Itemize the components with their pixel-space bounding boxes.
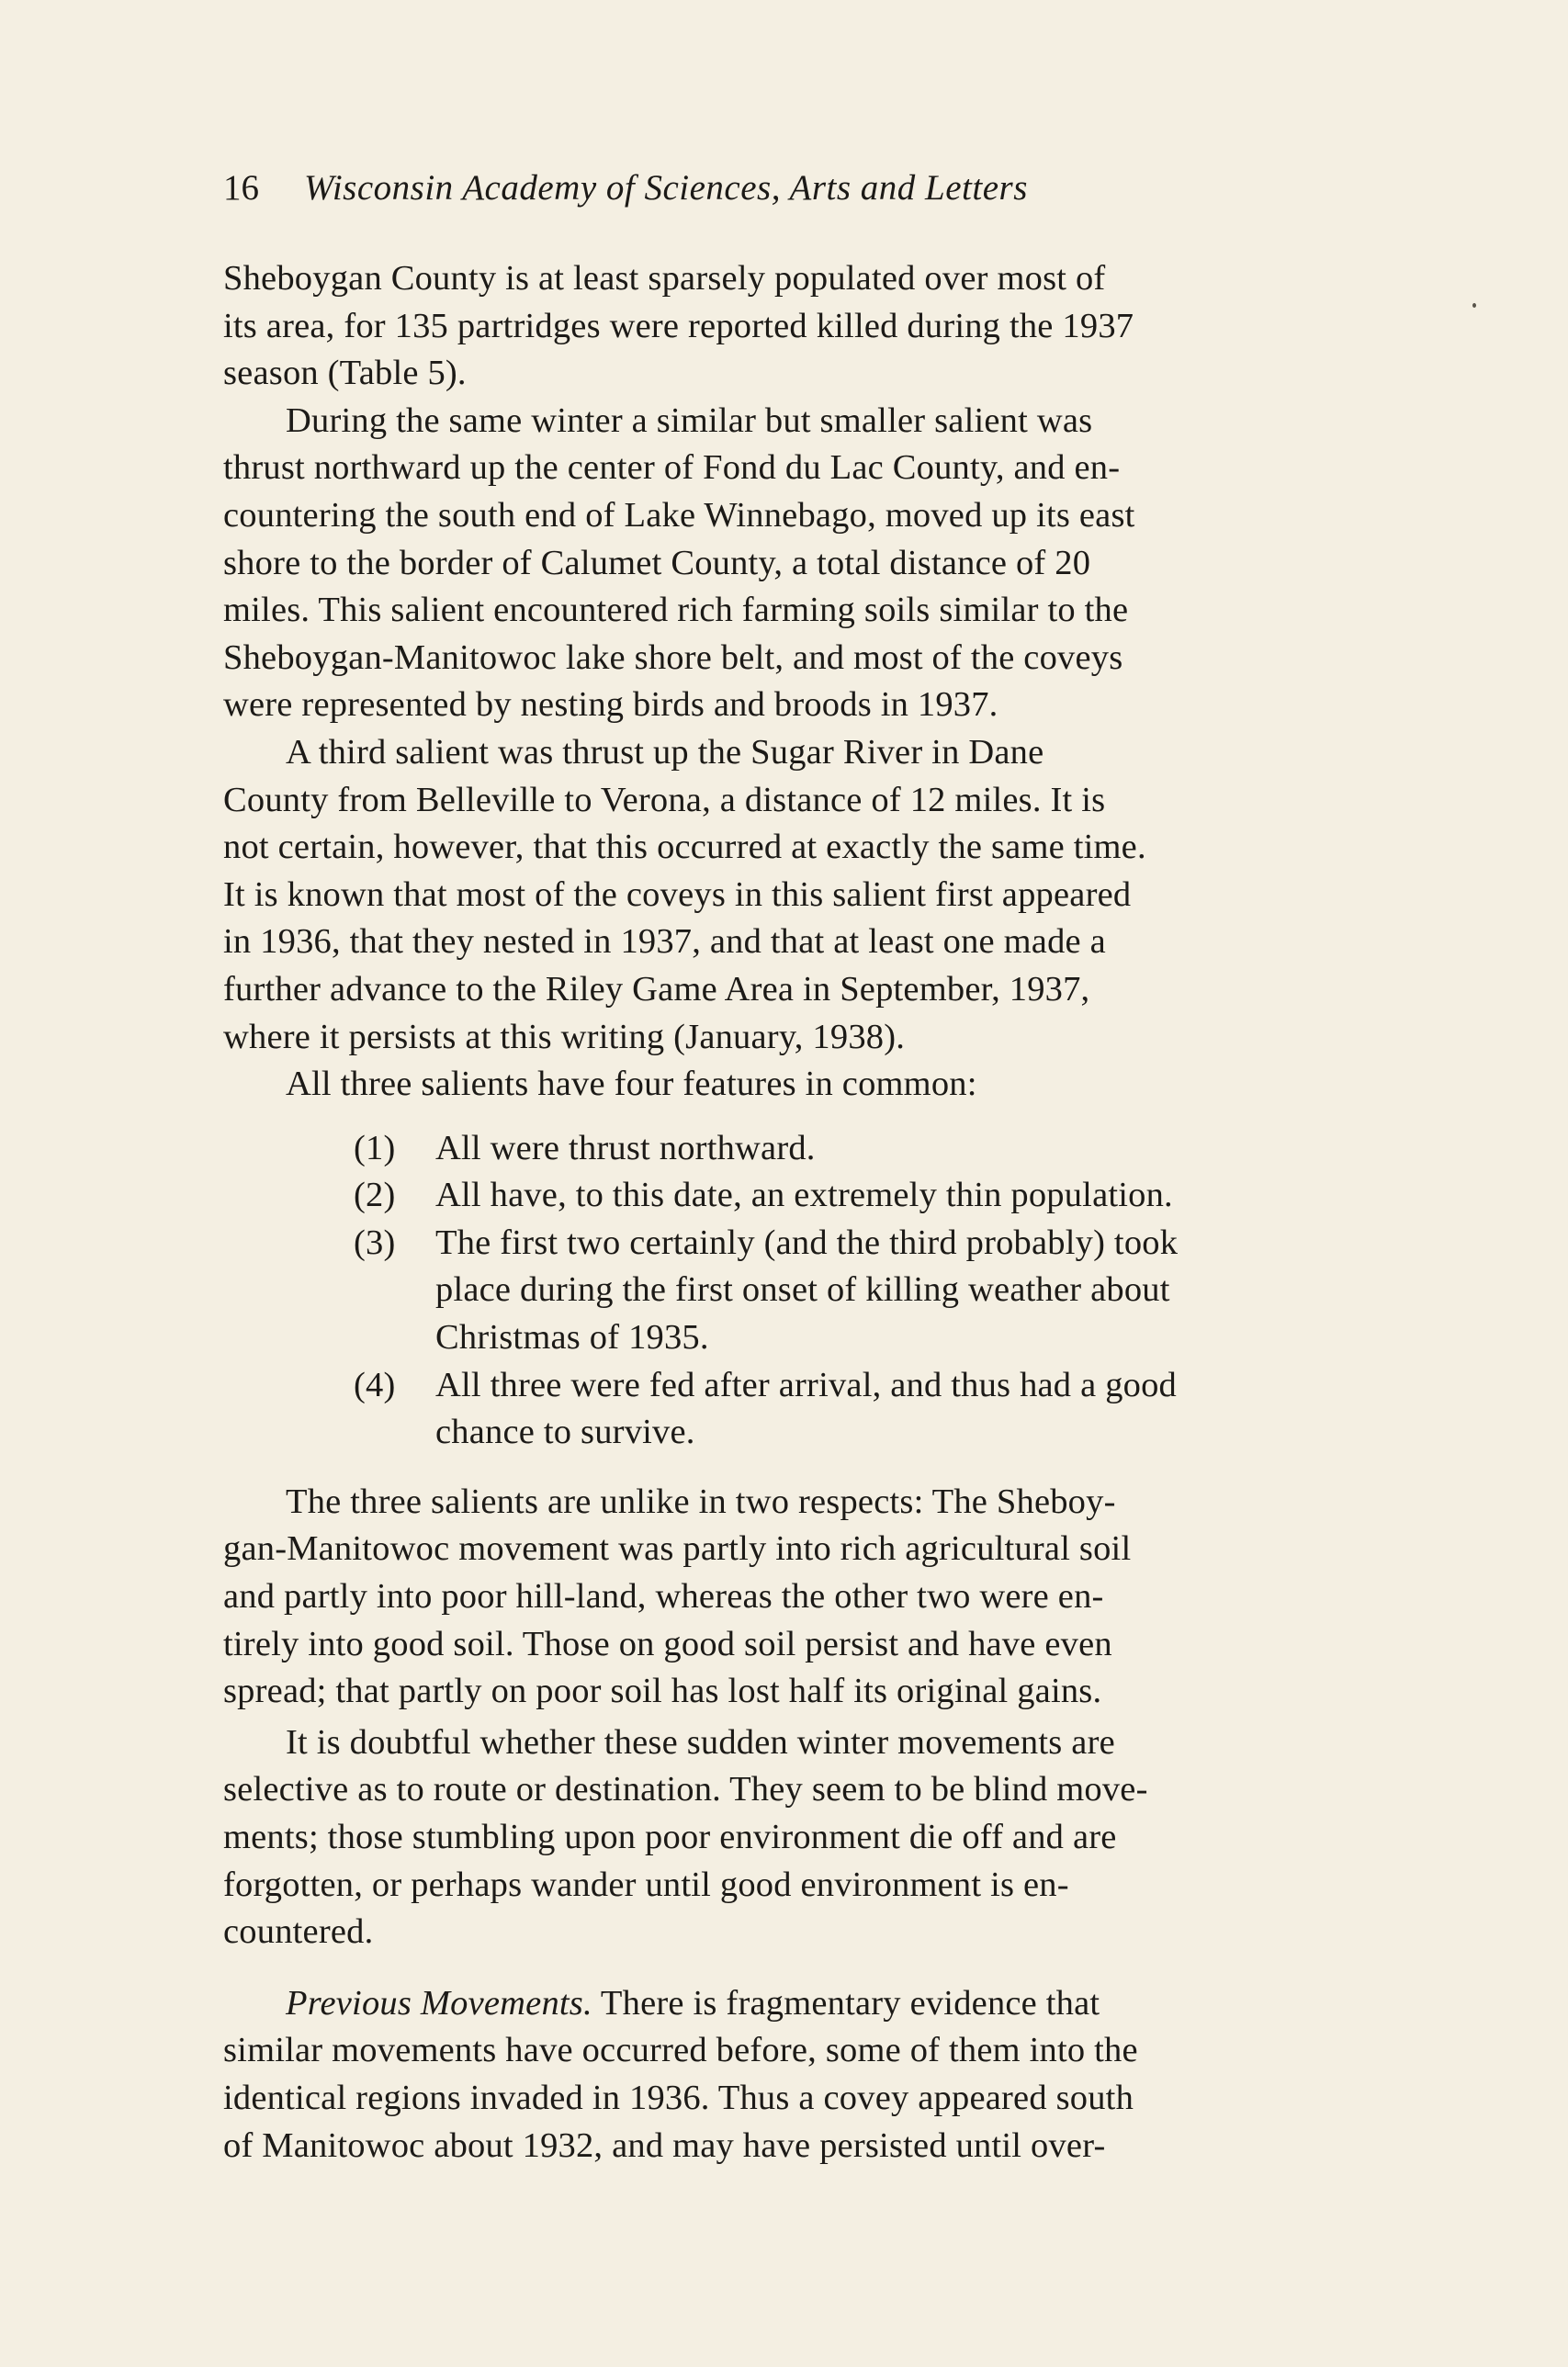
list-item: [223, 1362, 1417, 1457]
text-line: and partly into poor hill-land, whereas the other two were en-: [223, 1577, 1104, 1617]
text-line: shore to the border of Calumet County, a total distance of 20: [223, 543, 1091, 582]
text-line: its area, for 135 partridges were reported killed during the 1937: [223, 306, 1134, 345]
list-item: [223, 1172, 1417, 1220]
list-number: (2): [354, 1176, 396, 1215]
list-text: All were thrust northward.: [435, 1128, 816, 1167]
text-line: not certain, however, that this occurred at exactly the same time.: [223, 828, 1146, 867]
running-head: [223, 163, 1289, 213]
paragraph-common-features-intro: [223, 1061, 1417, 1109]
text-line: selective as to route or destination. They seem to be blind move-: [223, 1770, 1148, 1809]
list-text: The first two certainly (and the third probably) took: [435, 1223, 1179, 1262]
text-line: During the same winter a similar but smaller salient was: [286, 400, 1093, 440]
list-number: (4): [354, 1365, 396, 1404]
list-item: [223, 1125, 1417, 1173]
text-line: [223, 1172, 1417, 1220]
section-heading: Previous Movements.: [286, 1983, 592, 2023]
paragraph-sheboygan-population: [223, 255, 1417, 398]
spacer: [223, 1956, 1417, 1980]
text-line: season (Table 5).: [223, 354, 467, 393]
paper-speck: [1472, 303, 1476, 308]
body-text: [223, 255, 1417, 2170]
text-line: It is doubtful whether these sudden winter movements are: [286, 1722, 1115, 1762]
text-line: chance to survive.: [435, 1413, 695, 1452]
section-text: There is fragmentary evidence that: [592, 1983, 1100, 2023]
list-item: [223, 1220, 1417, 1362]
journal-title: Wisconsin Academy of Sciences, Arts and Letters: [304, 168, 1028, 208]
text-line: were represented by nesting birds and broods in 1937.: [223, 685, 998, 725]
section-previous-movements: [223, 1980, 1417, 2170]
text-line: It is known that most of the coveys in this salient first appeared: [223, 874, 1132, 914]
paragraph-sugar-river-salient: [223, 729, 1417, 1061]
text-line: forgotten, or perhaps wander until good environment is en-: [223, 1865, 1069, 1904]
list-text: All have, to this date, an extremely thin population.: [435, 1176, 1173, 1215]
text-line: thrust northward up the center of Fond du Lac County, and en-: [223, 448, 1121, 488]
text-line: gan-Manitowoc movement was partly into rich agricultural soil: [223, 1529, 1132, 1569]
text-line: in 1936, that they nested in 1937, and that at least one made a: [223, 922, 1106, 962]
paragraph-fond-du-lac-salient: [223, 398, 1417, 729]
text-line: The three salients are unlike in two respects: The Sheboy-: [286, 1482, 1116, 1521]
text-line: [223, 1980, 1417, 2028]
page-number: 16: [223, 168, 259, 208]
text-line: [223, 1220, 1417, 1268]
text-line: All three salients have four features in common:: [286, 1065, 977, 1104]
text-line: place during the first onset of killing weather about: [435, 1270, 1170, 1310]
list-number: (3): [354, 1223, 396, 1262]
text-line: countering the south end of Lake Winnebago, moved up its east: [223, 495, 1135, 535]
text-line: tirely into good soil. Those on good soil persist and have even: [223, 1624, 1112, 1663]
text-line: identical regions invaded in 1936. Thus a covey appeared south: [223, 2078, 1134, 2117]
text-line: further advance to the Riley Game Area in September, 1937,: [223, 969, 1090, 1009]
text-line: County from Belleville to Verona, a distance of 12 miles. It is: [223, 780, 1106, 819]
text-line: where it persists at this writing (January, 1938).: [223, 1017, 906, 1056]
text-line: [223, 1125, 1417, 1173]
text-line: Sheboygan County is at least sparsely populated over most of: [223, 259, 1106, 298]
text-line: Christmas of 1935.: [435, 1318, 709, 1358]
text-line: [223, 1362, 1417, 1410]
text-line: spread; that partly on poor soil has lost half its original gains.: [223, 1672, 1102, 1711]
text-line: ments; those stumbling upon poor environment die off and are: [223, 1818, 1117, 1856]
list-text: All three were fed after arrival, and thus had a good: [435, 1365, 1177, 1404]
text-line: Sheboygan-Manitowoc lake shore belt, and most of the coveys: [223, 637, 1123, 677]
text-line: miles. This salient encountered rich farming soils similar to the: [223, 591, 1129, 630]
paragraph-blind-movements: [223, 1719, 1417, 1956]
text-line: similar movements have occurred before, some of them into the: [223, 2031, 1138, 2070]
list-number: (1): [354, 1128, 396, 1167]
paragraph-salients-differences: [223, 1479, 1417, 1716]
text-line: countered.: [223, 1912, 374, 1952]
text-line: of Manitowoc about 1932, and may have persisted until over-: [223, 2125, 1106, 2165]
text-line: A third salient was thrust up the Sugar River in Dane: [286, 732, 1044, 772]
features-list: [223, 1125, 1417, 1457]
